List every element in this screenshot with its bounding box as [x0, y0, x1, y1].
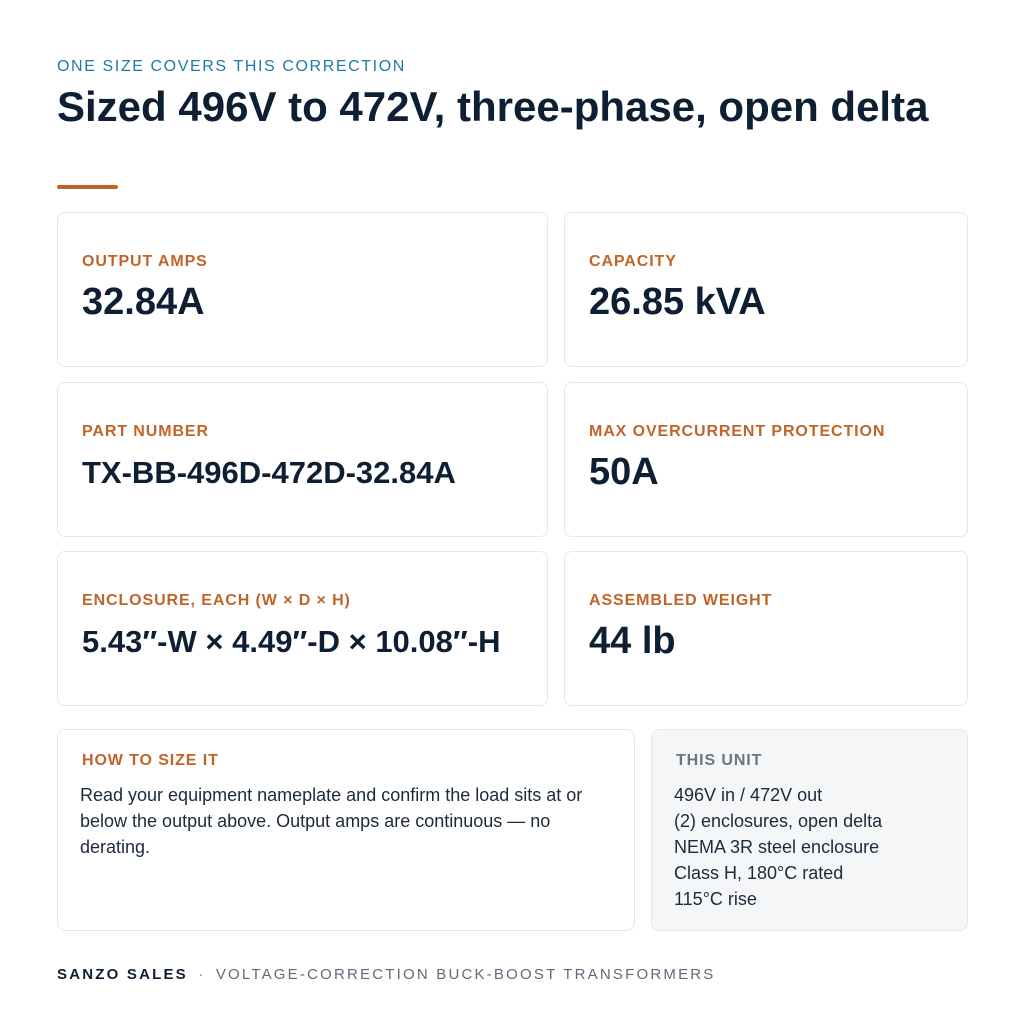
list-item: NEMA 3R steel enclosure	[674, 837, 880, 857]
list-item: (2) enclosures, open delta	[674, 811, 883, 831]
weight-label: ASSEMBLED WEIGHT	[589, 592, 773, 609]
weight-card	[564, 551, 968, 706]
footer	[57, 966, 716, 983]
max-overcurrent-card	[564, 382, 968, 537]
enclosure-value: 5.43″-W × 4.49″-D × 10.08″-H	[82, 624, 501, 659]
this-unit-card	[651, 729, 968, 931]
output-amps-card	[57, 212, 548, 367]
page-title: Sized 496V to 472V, three-phase, open delta	[57, 83, 929, 130]
how-to-size-card	[57, 729, 635, 931]
this-unit-label: THIS UNIT	[676, 752, 763, 769]
how-to-size-label: HOW TO SIZE IT	[82, 752, 219, 769]
part-number-value: TX-BB-496D-472D-32.84A	[82, 455, 456, 490]
weight-value: 44 lb	[589, 620, 676, 662]
output-amps-value: 32.84A	[82, 281, 205, 323]
max-overcurrent-value: 50A	[589, 451, 659, 493]
part-number-label: PART NUMBER	[82, 423, 209, 440]
eyebrow-text: ONE SIZE COVERS THIS CORRECTION	[57, 58, 406, 75]
enclosure-label: ENCLOSURE, EACH (W × D × H)	[82, 592, 351, 609]
how-to-size-body: Read your equipment nameplate and confirm the load sits at or below the output above. Output amps are continuous — no derating.	[80, 785, 583, 857]
capacity-card	[564, 212, 968, 367]
this-unit-list	[674, 782, 882, 912]
footer-brand: SANZO SALES	[57, 966, 188, 983]
footer-tagline: VOLTAGE-CORRECTION BUCK-BOOST TRANSFORMERS	[215, 966, 716, 983]
list-item: 115°C rise	[674, 889, 757, 909]
list-item: 496V in / 472V out	[674, 785, 823, 805]
capacity-label: CAPACITY	[589, 253, 677, 270]
output-amps-label: OUTPUT AMPS	[82, 253, 208, 270]
list-item: Class H, 180°C rated	[674, 863, 844, 883]
max-overcurrent-label: MAX OVERCURRENT PROTECTION	[589, 423, 886, 440]
capacity-value: 26.85 kVA	[589, 281, 766, 323]
part-number-card	[57, 382, 548, 537]
enclosure-card	[57, 551, 548, 706]
footer-separator: ·	[198, 966, 206, 983]
title-underline	[57, 185, 118, 189]
